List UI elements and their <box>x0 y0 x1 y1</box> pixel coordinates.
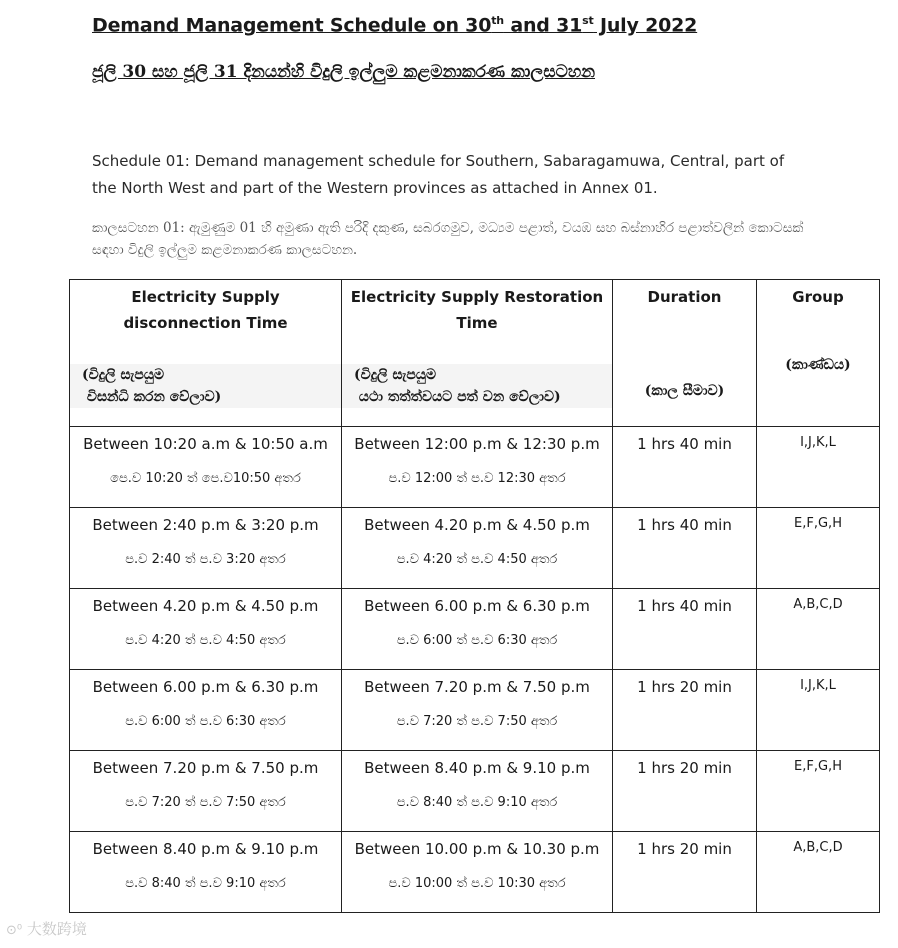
group-cell: E,F,G,H <box>757 508 880 589</box>
duration-cell: 1 hrs 40 min <box>613 508 757 589</box>
restoration-cell: Between 6.00 p.m & 6.30 p.m ප.ව 6:00 ත් ප.ව 6:30 අතර <box>342 589 613 670</box>
group-cell: A,B,C,D <box>757 832 880 913</box>
duration-cell: 1 hrs 20 min <box>613 751 757 832</box>
watermark-text: 大数跨境 <box>26 920 87 938</box>
group-cell: A,B,C,D <box>757 589 880 670</box>
group-cell: I,J,K,L <box>757 670 880 751</box>
table-row <box>70 670 880 751</box>
table-row <box>70 832 880 913</box>
duration-cell: 1 hrs 20 min <box>613 832 757 913</box>
header-duration: Duration (කාල සීමාව) <box>613 280 757 427</box>
group-cell: I,J,K,L <box>757 427 880 508</box>
group-cell: E,F,G,H <box>757 751 880 832</box>
page-title: Demand Management Schedule on 30th and 31st July 2022 <box>92 14 698 37</box>
duration-cell: 1 hrs 40 min <box>613 427 757 508</box>
disconnection-cell: Between 2:40 p.m & 3:20 p.m ප.ව 2:40 ත් ප.ව 3:20 අතර <box>70 508 342 589</box>
table-row <box>70 508 880 589</box>
restoration-cell: Between 10.00 p.m & 10.30 p.m ප.ව 10:00 ත් ප.ව 10:30 අතර <box>342 832 613 913</box>
header-restoration-time: Electricity Supply Restoration Time (විදුලි සැපයුම යථා තත්ත්වයට පත් වන වේලාව) <box>342 280 613 427</box>
page-title-sinhala: ජූලි 30 සහ ජූලි 31 දිනයන්හි විදුලි ඉල්ලුම කළමනාකරණ කාලසටහන <box>92 62 596 82</box>
duration-cell: 1 hrs 20 min <box>613 670 757 751</box>
watermark <box>6 918 87 939</box>
restoration-cell: Between 8.40 p.m & 9.10 p.m ප.ව 8:40 ත් ප.ව 9:10 අතර <box>342 751 613 832</box>
disconnection-cell: Between 7.20 p.m & 7.50 p.m ප.ව 7:20 ත් ප.ව 7:50 අතර <box>70 751 342 832</box>
restoration-cell: Between 4.20 p.m & 4.50 p.m ප.ව 4:20 ත් ප.ව 4:50 අතර <box>342 508 613 589</box>
restoration-cell: Between 12:00 p.m & 12:30 p.m ප.ව 12:00 ත් ප.ව 12:30 අතර <box>342 427 613 508</box>
disconnection-cell: Between 10:20 a.m & 10:50 a.m පෙ.ව 10:20 ත් පෙ.ව10:50 අතර <box>70 427 342 508</box>
duration-cell: 1 hrs 40 min <box>613 589 757 670</box>
schedule-table <box>69 279 880 913</box>
table-header-row <box>70 280 880 427</box>
disconnection-cell: Between 4.20 p.m & 4.50 p.m ප.ව 4:20 ත් ප.ව 4:50 අතර <box>70 589 342 670</box>
schedule-description: Schedule 01: Demand management schedule for Southern, Sabaragamuwa, Central, part of the North West and part of the Western provinces as attached in Annex 01. <box>92 152 785 197</box>
schedule-description-sinhala: කාලසටහන 01: ඇමුණුම 01 හි අමුණා ඇති පරිදි දකුණ, සබරගමුව, මධ්‍යම පළාත්, වයඹ සහ බස්නාහිර පළාත්වලින් කොටසක් සඳහා විදුලි ඉල්ලුම කළමනාකරණ කාලසටහන. <box>92 220 804 258</box>
disconnection-cell: Between 8.40 p.m & 9.10 p.m ප.ව 8:40 ත් ප.ව 9:10 අතර <box>70 832 342 913</box>
table-row <box>70 427 880 508</box>
disconnection-cell: Between 6.00 p.m & 6.30 p.m ප.ව 6:00 ත් ප.ව 6:30 අතර <box>70 670 342 751</box>
watermark-logo-icon: ⊙⁰ <box>6 923 23 938</box>
restoration-cell: Between 7.20 p.m & 7.50 p.m ප.ව 7:20 ත් ප.ව 7:50 අතර <box>342 670 613 751</box>
header-group: Group (කාණ්ඩය) <box>757 280 880 427</box>
table-row <box>70 751 880 832</box>
header-disconnection-time: Electricity Supply disconnection Time (විදුලි සැපයුම විසන්ධි කරන වේලාව) <box>70 280 342 427</box>
table-row <box>70 589 880 670</box>
